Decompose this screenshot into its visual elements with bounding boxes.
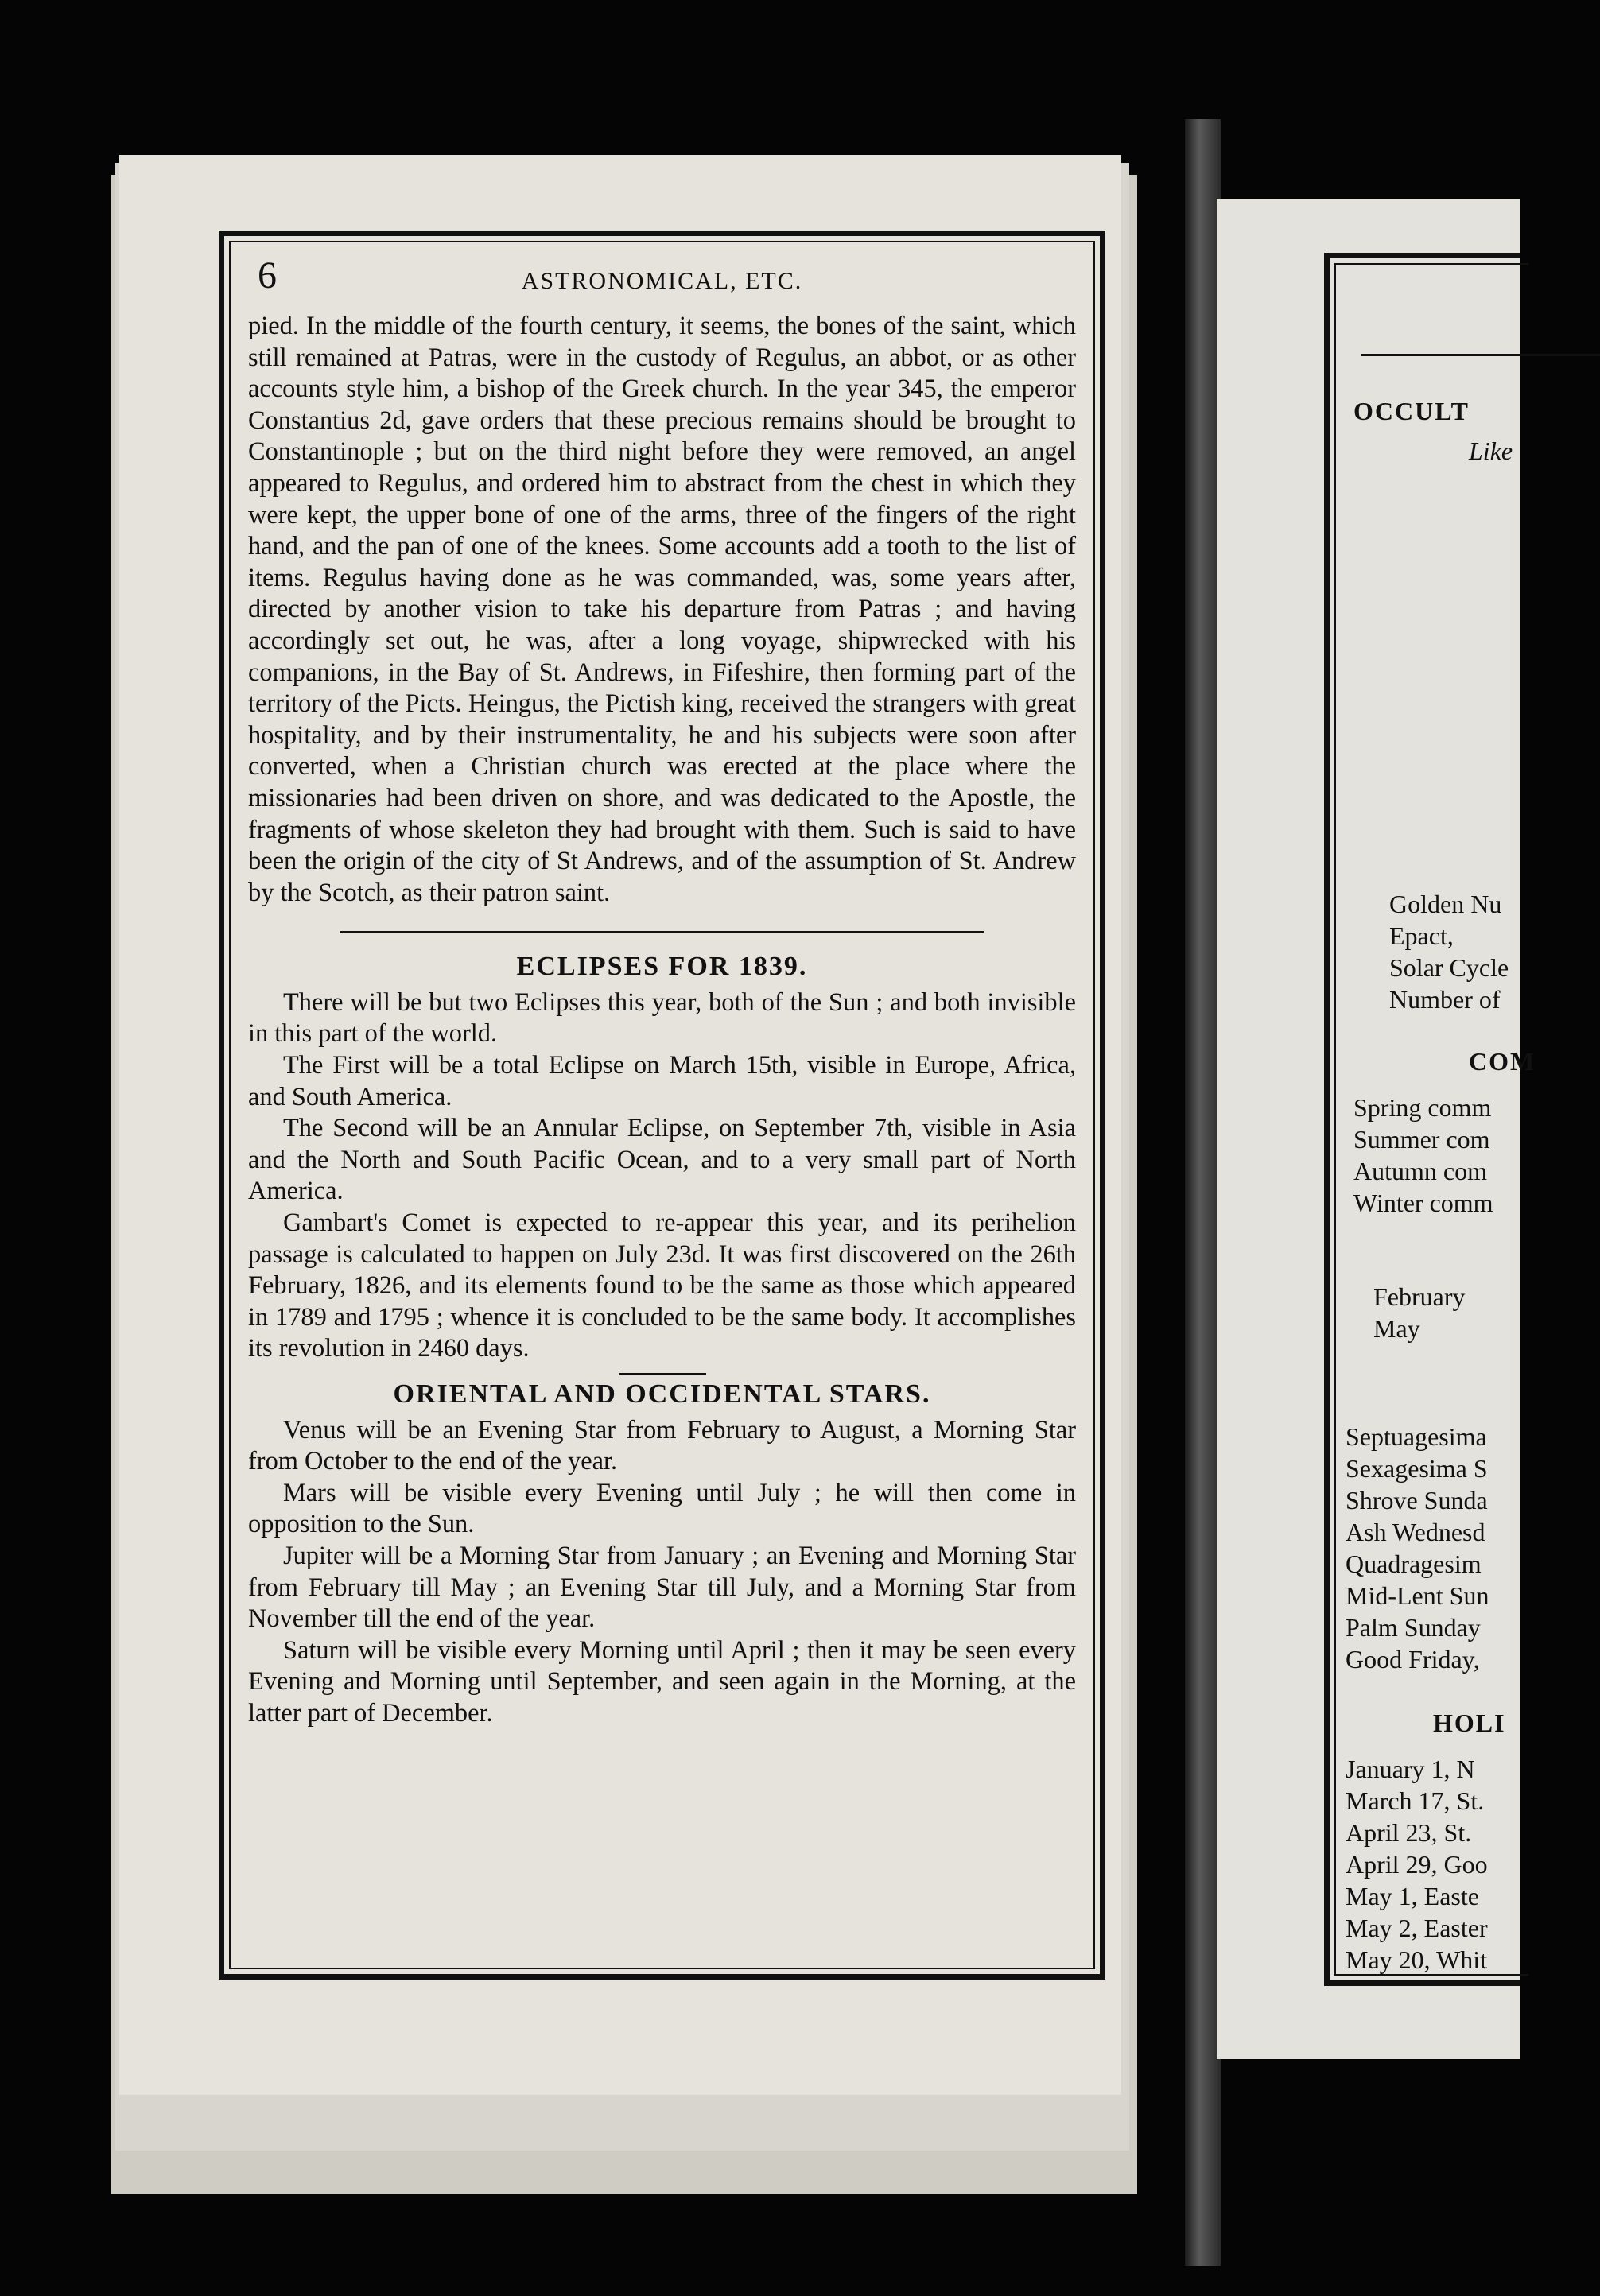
sunday-line: Good Friday, <box>1346 1645 1480 1674</box>
intro-paragraph: pied. In the middle of the fourth century, it seems, the bones of the saint, which still remained at Patras, were in the custody of Regulus, an abbot, or as other accounts style him, a bishop of the Greek church. In the year 345, the emperor Constantius 2d, gave orders that these precious remains should be brought to Constantinople ; but on the third night before they were removed, an angel appeared to Regulus, and ordered him to abstract from the chest in which they were kept, the upper bone of one of the arms, three of the fingers of the right hand, and the pan of one of the knees. Some accounts add a tooth to the list of items. Regulus having done as he was commanded, was, some years after, directed by another vision to take his departure from Patras ; and having accordingly set out, he was, after a long voyage, shipwrecked with his companions, in the Bay of St. Andrews, in Fifeshire, then forming part of the territory of the Picts. Heingus, the Pictish king, received the strangers with great hospitality, and by their instrumentality, he and his subjects were soon after converted, when a Christian church was erected at the place where the missionaries had been driven on shore, and was dedicated to the Apostle, the fragments of whose skeleton they had brought with them. Such is said to have been the origin of the city of St Andrews, and of the assumption of St. Andrew by the Scotch, as their patron saint. <box>248 312 1076 907</box>
season-line: Winter comm <box>1353 1189 1493 1217</box>
holiday-line: April 29, Goo <box>1346 1850 1488 1879</box>
season-line: Autumn com <box>1353 1157 1487 1185</box>
sunday-line: Sexagesima S <box>1346 1454 1488 1483</box>
cycle-line: Solar Cycle <box>1389 953 1509 982</box>
month-line: February <box>1373 1282 1466 1311</box>
eclipses-paragraph: The Second will be an Annular Eclipse, on September 7th, visible in Asia and the North and South Pacific Ocean, and to a very small part of North America. <box>248 1114 1076 1206</box>
stars-paragraph: Mars will be visible every Evening until July ; he will then come in opposition to the Sun. <box>248 1478 1076 1539</box>
season-line: Summer com <box>1353 1125 1490 1154</box>
running-head: ASTRONOMICAL, ETC. <box>521 268 803 294</box>
stars-paragraph: Saturn will be visible every Morning until April ; then it may be seen every Evening and Morning until September, and seen again in the Morning, at the latter part of December. <box>248 1635 1076 1728</box>
like-subheading: Like <box>1469 436 1513 465</box>
cycle-line: Golden Nu <box>1389 890 1502 918</box>
stars-paragraph: Venus will be an Evening Star from February to August, a Morning Star from October to the end of the year. <box>248 1415 1076 1476</box>
section-divider <box>340 931 985 933</box>
eclipses-title: ECLIPSES FOR 1839. <box>516 952 808 982</box>
holiday-line: January 1, N <box>1346 1755 1475 1783</box>
month-line: May <box>1373 1314 1420 1343</box>
holiday-line: May 2, Easter <box>1346 1914 1488 1942</box>
sunday-line: Palm Sunday <box>1346 1613 1481 1642</box>
right-top-rule <box>1361 354 1600 356</box>
cycle-line: Epact, <box>1389 921 1454 950</box>
page-number: 6 <box>258 254 277 297</box>
book-spine <box>1185 119 1221 2266</box>
holiday-line: May 20, Whit <box>1346 1945 1488 1974</box>
section-divider-short <box>619 1373 706 1375</box>
eclipses-paragraph: Gambart's Comet is expected to re-appear this year, and its perihelion passage is calculated to happen on July 23d. It was first discovered on the 26th February, 1826, and its elements found to be the same as those which appeared in 1789 and 1795 ; whence it is concluded to be the same body. It accomplishes its revolution in 2460 days. <box>248 1208 1076 1363</box>
holiday-line: April 23, St. <box>1346 1818 1472 1847</box>
season-line: Spring comm <box>1353 1093 1492 1122</box>
right-page-frame <box>1324 253 1536 1986</box>
left-page-frame-inner <box>229 241 1095 1969</box>
sunday-line: Septuagesima <box>1346 1422 1487 1451</box>
com-heading: COM <box>1469 1047 1536 1076</box>
eclipses-paragraph: There will be but two Eclipses this year, both of the Sun ; and both invisible in this part of the world. <box>248 987 1076 1049</box>
body-text <box>248 311 1076 1730</box>
sunday-line: Shrove Sunda <box>1346 1486 1488 1515</box>
cycle-line: Number of <box>1389 985 1501 1014</box>
occult-heading: OCCULT <box>1353 397 1470 425</box>
stars-title: ORIENTAL AND OCCIDENTAL STARS. <box>393 1379 931 1409</box>
sunday-line: Ash Wednesd <box>1346 1518 1485 1546</box>
sunday-line: Mid-Lent Sun <box>1346 1581 1489 1610</box>
holi-heading: HOLI <box>1433 1708 1506 1737</box>
holiday-line: May 1, Easte <box>1346 1882 1479 1910</box>
page-header <box>248 254 1076 301</box>
eclipses-paragraph: The First will be a total Eclipse on March 15th, visible in Europe, Africa, and South America. <box>248 1051 1076 1111</box>
holiday-line: March 17, St. <box>1346 1786 1485 1815</box>
sunday-line: Quadragesim <box>1346 1549 1482 1578</box>
stars-paragraph: Jupiter will be a Morning Star from January ; an Evening and Morning Star from February till May ; an Evening Star till July, and a Morning Star from November till the end of the year. <box>248 1541 1076 1634</box>
left-page-frame <box>219 231 1105 1980</box>
